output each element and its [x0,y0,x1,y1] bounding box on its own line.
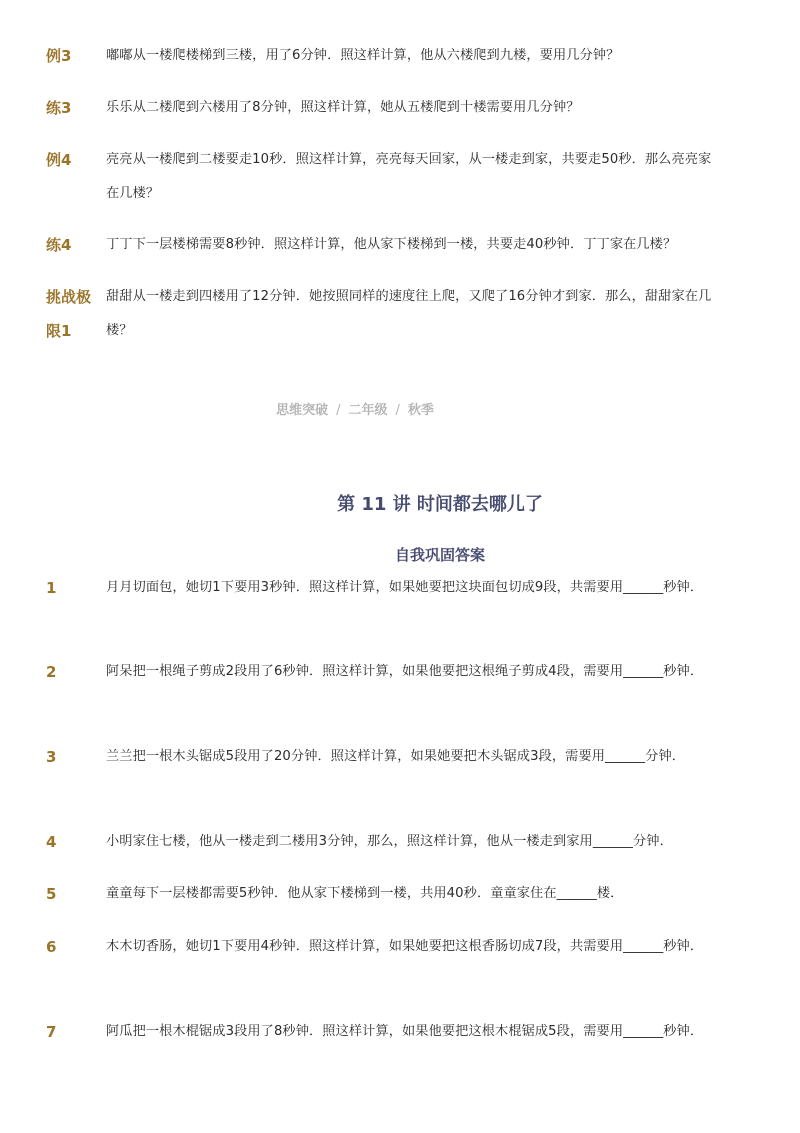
answer-number: 6 [46,938,57,956]
problem-text: 嘟嘟从一楼爬楼梯到三楼，用了6分钟．照这样计算，他从六楼爬到九楼，要用几分钟？ [106,48,620,63]
lecture-title: 第 11 讲 时间都去哪儿了 [337,494,543,515]
answer-number: 4 [46,833,57,851]
problem-label: 例3 [46,47,72,65]
answer-number: 1 [46,579,57,597]
footer-term: 秋季 [407,403,434,418]
problem-text: 甜甜从一楼走到四楼用了12分钟．她按照同样的速度往上爬，又爬了16分钟才到家．那么，甜甜家在几楼？ [106,289,712,338]
problem-label: 练4 [46,236,72,254]
footer-separator: / [395,403,400,418]
footer-grade: 二年级 [348,403,388,418]
answer-number: 2 [46,663,57,681]
problem-text: 乐乐从二楼爬到六楼用了8分钟，照这样计算，她从五楼爬到十楼需要用几分钟？ [106,100,580,115]
problem-text: 丁丁下一层楼梯需要8秒钟．照这样计算，他从家下楼梯到一楼，共要走40秒钟．丁丁家在几楼？ [106,237,677,252]
answer-number: 5 [46,885,57,903]
problem-text: 亮亮从一楼爬到二楼要走10秒．照这样计算，亮亮每天回家，从一楼走到家，共要走50秒．那么亮亮家在几楼？ [106,152,712,201]
footer-series: 思维突破 [276,403,329,418]
answer-text: 阿呆把一根绳子剪成2段用了6秒钟．照这样计算，如果他要把这根绳子剪成4段，需要用______秒钟． [106,664,704,679]
answer-text: 小明家住七楼，他从一楼走到二楼用3分钟，那么，照这样计算，他从一楼走到家用______分钟． [106,834,673,849]
answer-text: 木木切香肠，她切1下要用4秒钟．照这样计算，如果她要把这根香肠切成7段，共需要用______秒钟． [106,939,704,954]
problem-label: 例4 [46,151,72,169]
answer-number: 3 [46,748,57,766]
footer-separator: / [336,403,341,418]
problem-label: 挑战极限1 [46,288,92,340]
page-footer [0,399,710,418]
answer-text: 阿瓜把一根木棍锯成3段用了8秒钟．照这样计算，如果他要把这根木棍锯成5段，需要用______秒钟． [106,1024,704,1039]
answer-number: 7 [46,1023,57,1041]
section-title: 自我巩固答案 [394,546,485,564]
problem-label: 练3 [46,99,72,117]
answer-text: 月月切面包，她切1下要用3秒钟．照这样计算，如果她要把这块面包切成9段，共需要用______秒钟． [106,580,704,595]
answer-text: 兰兰把一根木头锯成5段用了20分钟．照这样计算，如果她要把木头锯成3段，需要用______分钟． [106,749,686,764]
answer-text: 童童每下一层楼都需要5秒钟．他从家下楼梯到一楼，共用40秒．童童家住在______楼． [106,886,624,901]
